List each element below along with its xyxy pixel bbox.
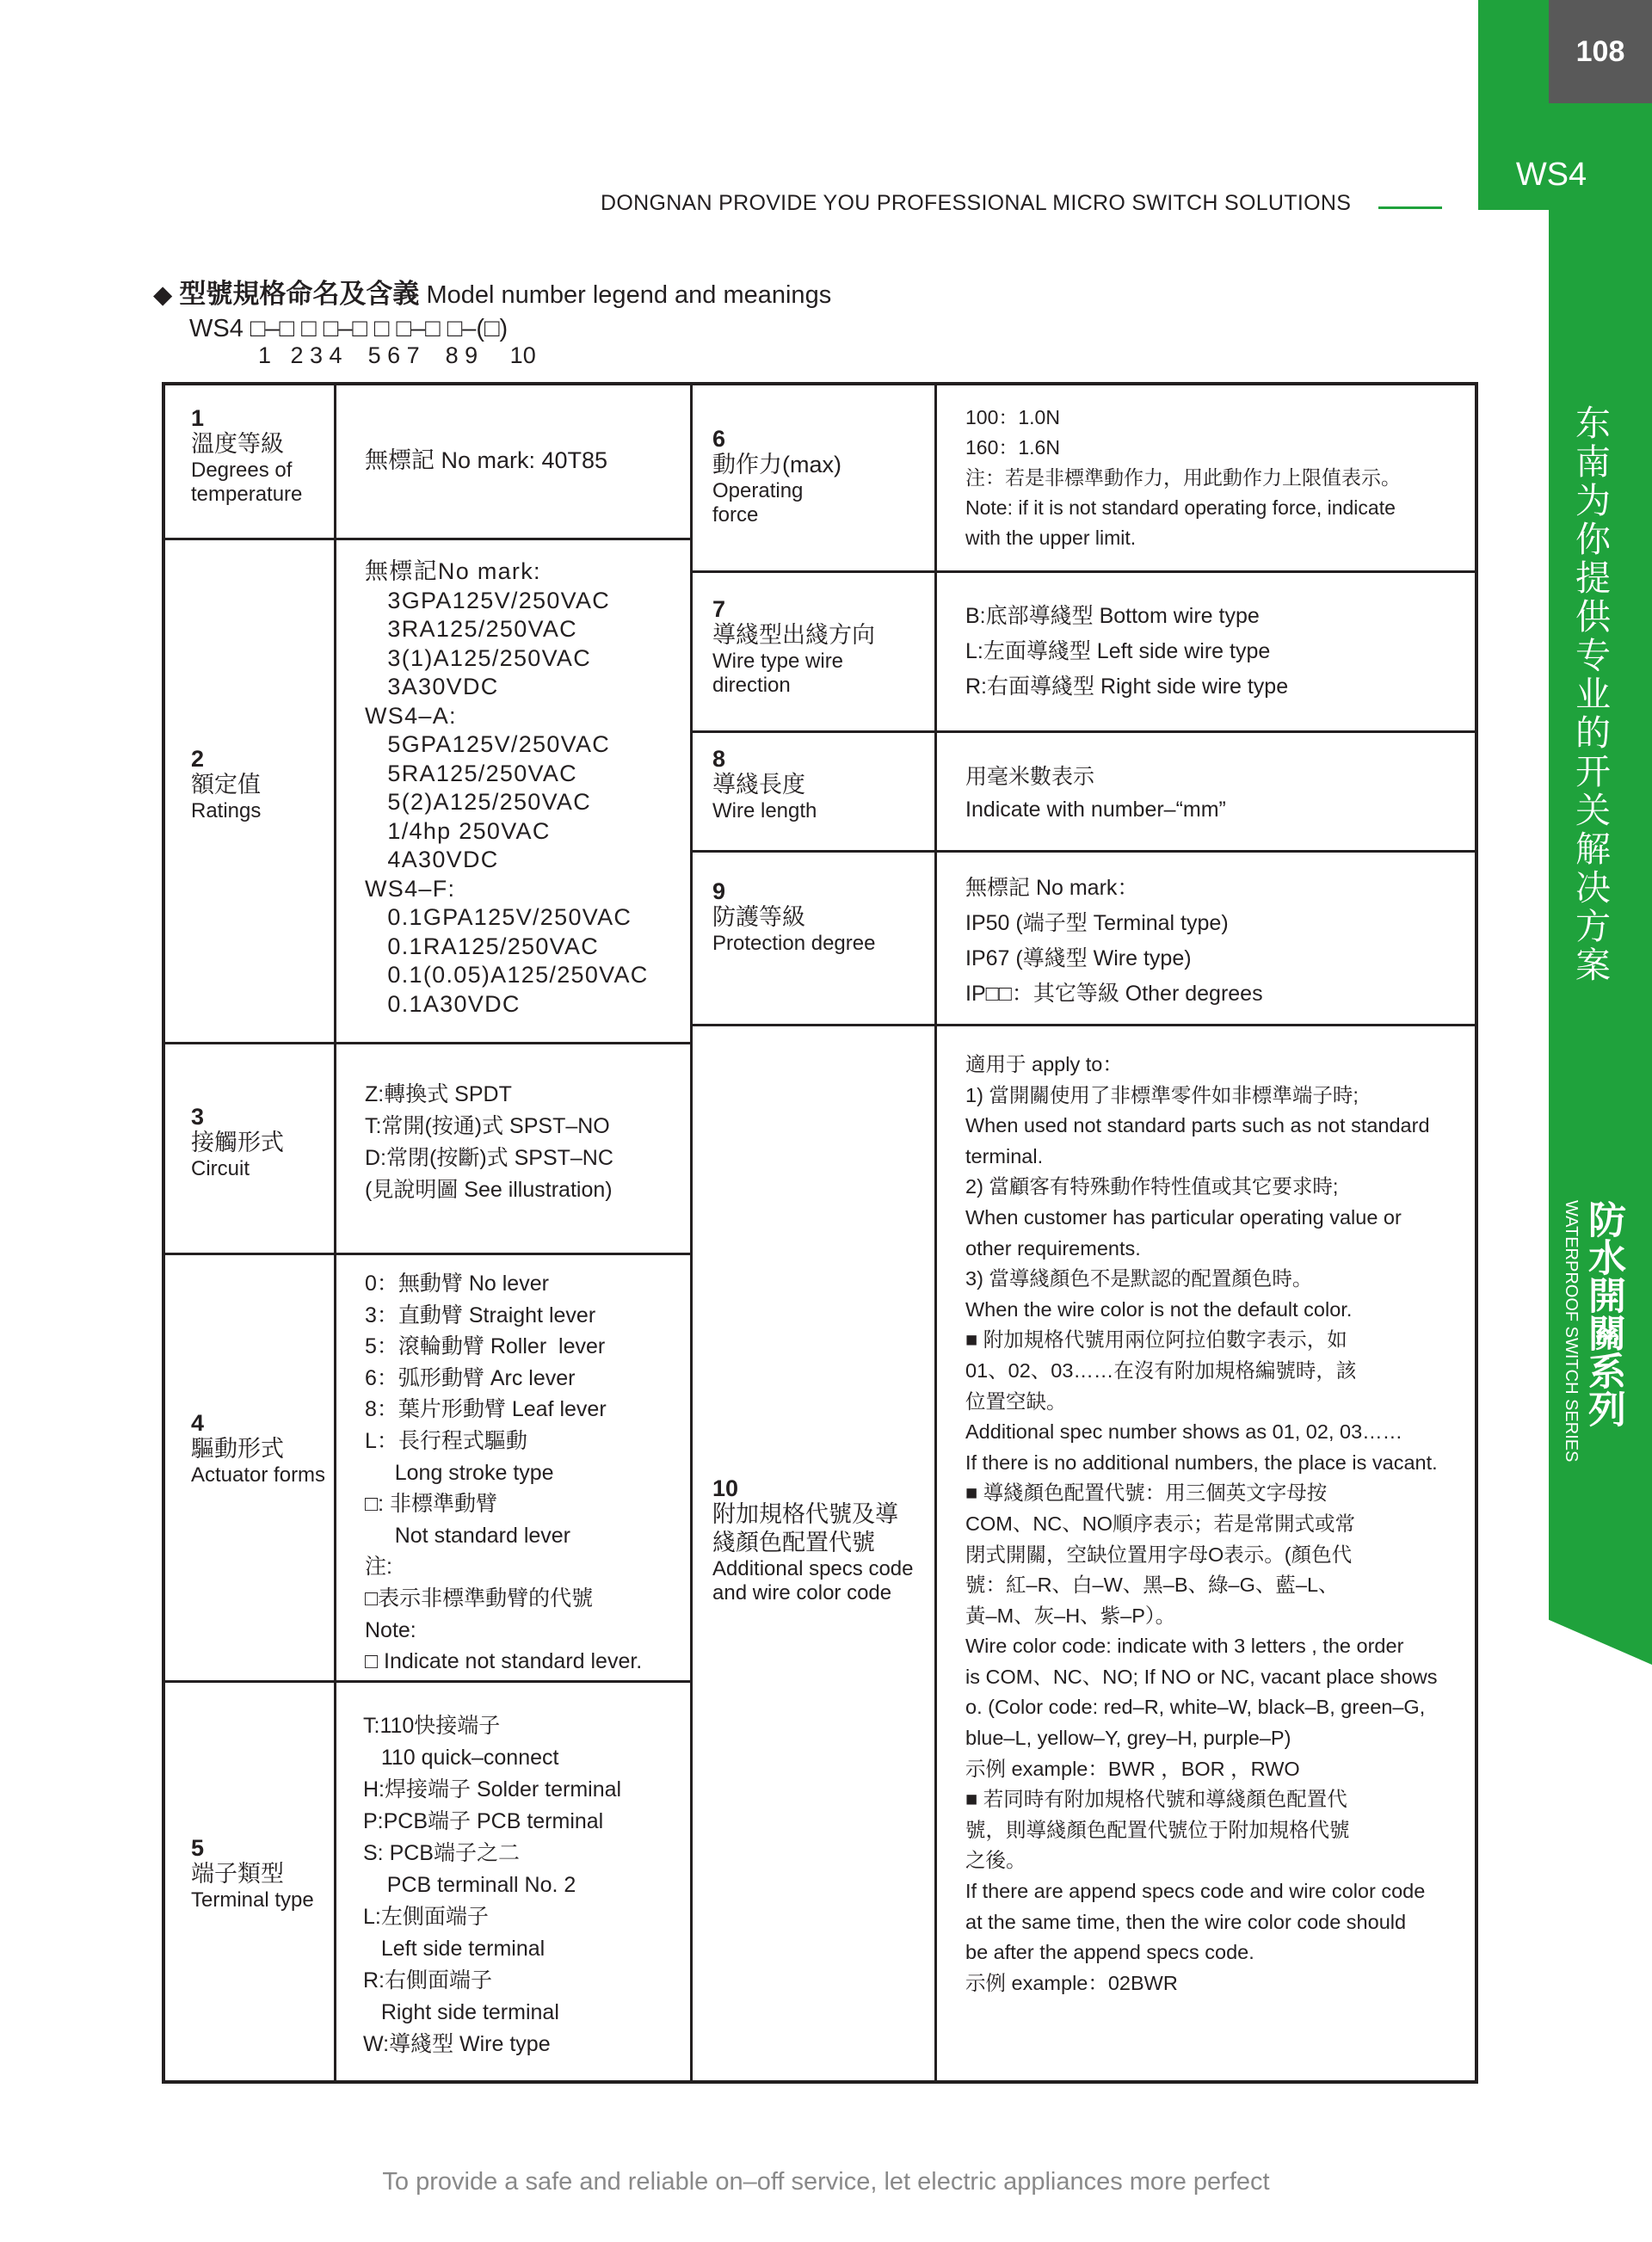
row-10-number: 10 [712,1475,739,1501]
row-3-label [191,1105,329,1181]
row-9-value: 無標記 No mark： IP50 (端子型 Terminal type) IP67 (導綫型 Wire type) IP□□：其它等級 Other degrees [965,876,1263,1006]
row-2-value: 無標記No mark: 3GPA125V/250VAC 3RA125/250VAC 3(1)A125/250VAC 3A30VDC WS4–A: 5GPA125V/250VAC 5RA125/250VAC 5(2)A125/250VAC 1/4hp 250VAC 4A30VDC WS4–F: 0.1GPA125V/250VAC 0.1RA125/250VAC 0.1(0.05)A125/250VAC 0.1A30VDC [365,558,649,1017]
row-5-label [191,1836,336,1912]
row-divider [165,538,690,540]
row-4-label [191,1411,329,1487]
row-8-title-en: Wire length [712,799,817,822]
row-8-label [712,747,928,823]
divider [934,385,937,2080]
row-divider [165,1042,690,1044]
row-7-number: 7 [712,596,726,622]
row-3-number: 3 [191,1104,205,1130]
row-6-number: 6 [712,426,726,452]
row-1-title-cn: 溫度等級 [191,431,284,457]
row-2-number: 2 [191,746,205,772]
row-6-title-en: Operating force [712,479,804,527]
row-2-label [191,747,329,823]
row-5-title-en: Terminal type [191,1888,314,1912]
row-1-label [191,406,329,507]
model-code-pattern: WS4 □–□ □ □–□ □ □–□ □–(□) [189,315,509,342]
heading-cn: 型號規格命名及含義 [179,279,420,309]
row-10-title-en: Additional specs code and wire color code [712,1557,914,1605]
row-4-title-en: Actuator forms [191,1463,326,1487]
row-2-title-en: Ratings [191,799,262,822]
section-heading [153,272,831,311]
row-3-value: Z:轉換式 SPDT T:常開(按通)式 SPST–NO D:常閉(按斷)式 SPST–NC (見說明圖 See illustration) [365,1082,613,1202]
row-4-number: 4 [191,1410,205,1436]
diamond-bullet-icon: ◆ [153,281,173,309]
row-1-value: 無標記 No mark: 40T85 [365,447,608,473]
row-10-value: 適用于 apply to： 1) 當開關使用了非標準零件如非標準端子時; When used not standard parts such as not standard terminal. 2) 當顧客有特殊動作特性值或其它要求時; When customer has particular operating value or other requirements. 3) 當導綫顏色不是默認的配置顏色時。 When the wire color is not the default color. ■ 附加規格代號用兩位阿拉伯數字表示，如 01、02、03……在沒有附加規格編號時，該 位置空缺。 Additional spec number shows as 01, 02, 03…… If there is no additional numbers, the place is vacant. ■ 導綫顏色配置代號：用三個英文字母按 COM、NC、NO順序表示；若是常開式或常 閉式開關，空缺位置用字母O表示。(顏色代 號：紅–R、白–W、黑–B、綠–G、藍–L、 黃–M、灰–H、紫–P）。 Wire color code: indicate with 3 letters , the order is COM、NC、NO; If NO or NC, vacant place shows o. (Color code: red–R, white–W, black–B, green–G, blue–L, yellow–Y, grey–H, purple–P) 示例 example：BWR ，BOR ，RWO ■ 若同時有附加規格代號和導綫顏色配置代 號，則導綫顏色配置代號位于附加規格代號 之後。 If there are append specs code and wire color code at the same time, then the wire color code should be after the append specs code. 示例 example：02BWR [965,1053,1438,1994]
row-2-title-cn: 額定值 [191,772,261,798]
row-6-value: 100：1.0N 160：1.6N 注：若是非標準動作力，用此動作力上限值表示。 Note: if it is not standard operating force, indicate with the upper limit. [965,406,1401,549]
row-9-label [712,879,928,956]
row-divider [690,850,1478,853]
row-5-value: T:110快接端子 110 quick–connect H:焊接端子 Solder terminal P:PCB端子 PCB terminal S: PCB端子之二 PCB terminall No. 2 L:左側面端子 Left side terminal R:右側面端子 Right side terminal W:導綫型 Wire type [363,1714,622,2056]
row-8-value: 用毫米數表示 Indicate with number–“mm” [965,765,1226,822]
side-series-cn: 防水開關系列 [1582,1200,1624,1427]
side-series-en: WATERPROOF SWITCH SERIES [1562,1200,1581,1463]
row-8-number: 8 [712,746,726,772]
row-divider [690,570,1478,573]
page-number-tab: 108 [1549,0,1652,103]
row-divider [165,1253,690,1255]
row-7-title-cn: 導綫型出綫方向 [712,622,875,648]
tagline-rule [1378,206,1442,209]
row-9-number: 9 [712,878,726,904]
row-10-label [712,1476,928,1605]
row-4-value: 0：無動臂 No lever 3：直動臂 Straight lever 5：滾輪動臂 Roller lever 6：弧形動臂 Arc lever 8：葉片形動臂 Leaf lever L：長行程式驅動 Long stroke type □: 非標準動臂 Not standard lever 注: □表示非標準動臂的代號 Note: □ Indicate not standard lever. [365,1272,643,1674]
series-code: WS4 [1515,157,1587,193]
row-8-title-cn: 導綫長度 [712,772,805,798]
row-1-title-en: Degrees of temperature [191,459,303,506]
row-5-title-cn: 端子類型 [191,1861,284,1887]
model-code-digits: 1 2 3 4 5 6 7 8 9 10 [258,342,536,368]
row-6-label [712,427,928,527]
row-3-title-cn: 接觸形式 [191,1130,284,1155]
row-10-title-cn: 附加規格代號及導綫顏色配置代號 [712,1501,898,1555]
row-divider [165,1680,690,1683]
row-7-title-en: Wire type wire direction [712,650,844,697]
divider [690,385,693,2080]
heading-en: Model number legend and meanings [426,281,832,309]
row-divider [690,1024,1478,1026]
row-5-number: 5 [191,1835,205,1861]
row-6-title-cn: 動作力(max) [712,452,841,477]
row-9-title-cn: 防護等級 [712,904,805,930]
row-4-title-cn: 驅動形式 [191,1436,284,1462]
footer-slogan: To provide a safe and reliable on–off service, let electric appliances more perfect [382,2168,1270,2196]
model-legend-table [162,382,1478,2084]
row-divider [690,730,1478,733]
row-7-label [712,597,928,698]
divider [334,385,336,2080]
row-7-value: B:底部導綫型 Bottom wire type L:左面導綫型 Left side wire type R:右面導綫型 Right side wire type [965,604,1289,699]
row-3-title-en: Circuit [191,1157,250,1180]
row-9-title-en: Protection degree [712,932,876,955]
side-series-label [1562,1200,1625,1510]
side-slogan: 东南为你提供专业的开关解决方案 [1570,404,1610,985]
row-1-number: 1 [191,405,205,431]
tagline: DONGNAN PROVIDE YOU PROFESSIONAL MICRO SWITCH SOLUTIONS [601,191,1352,215]
